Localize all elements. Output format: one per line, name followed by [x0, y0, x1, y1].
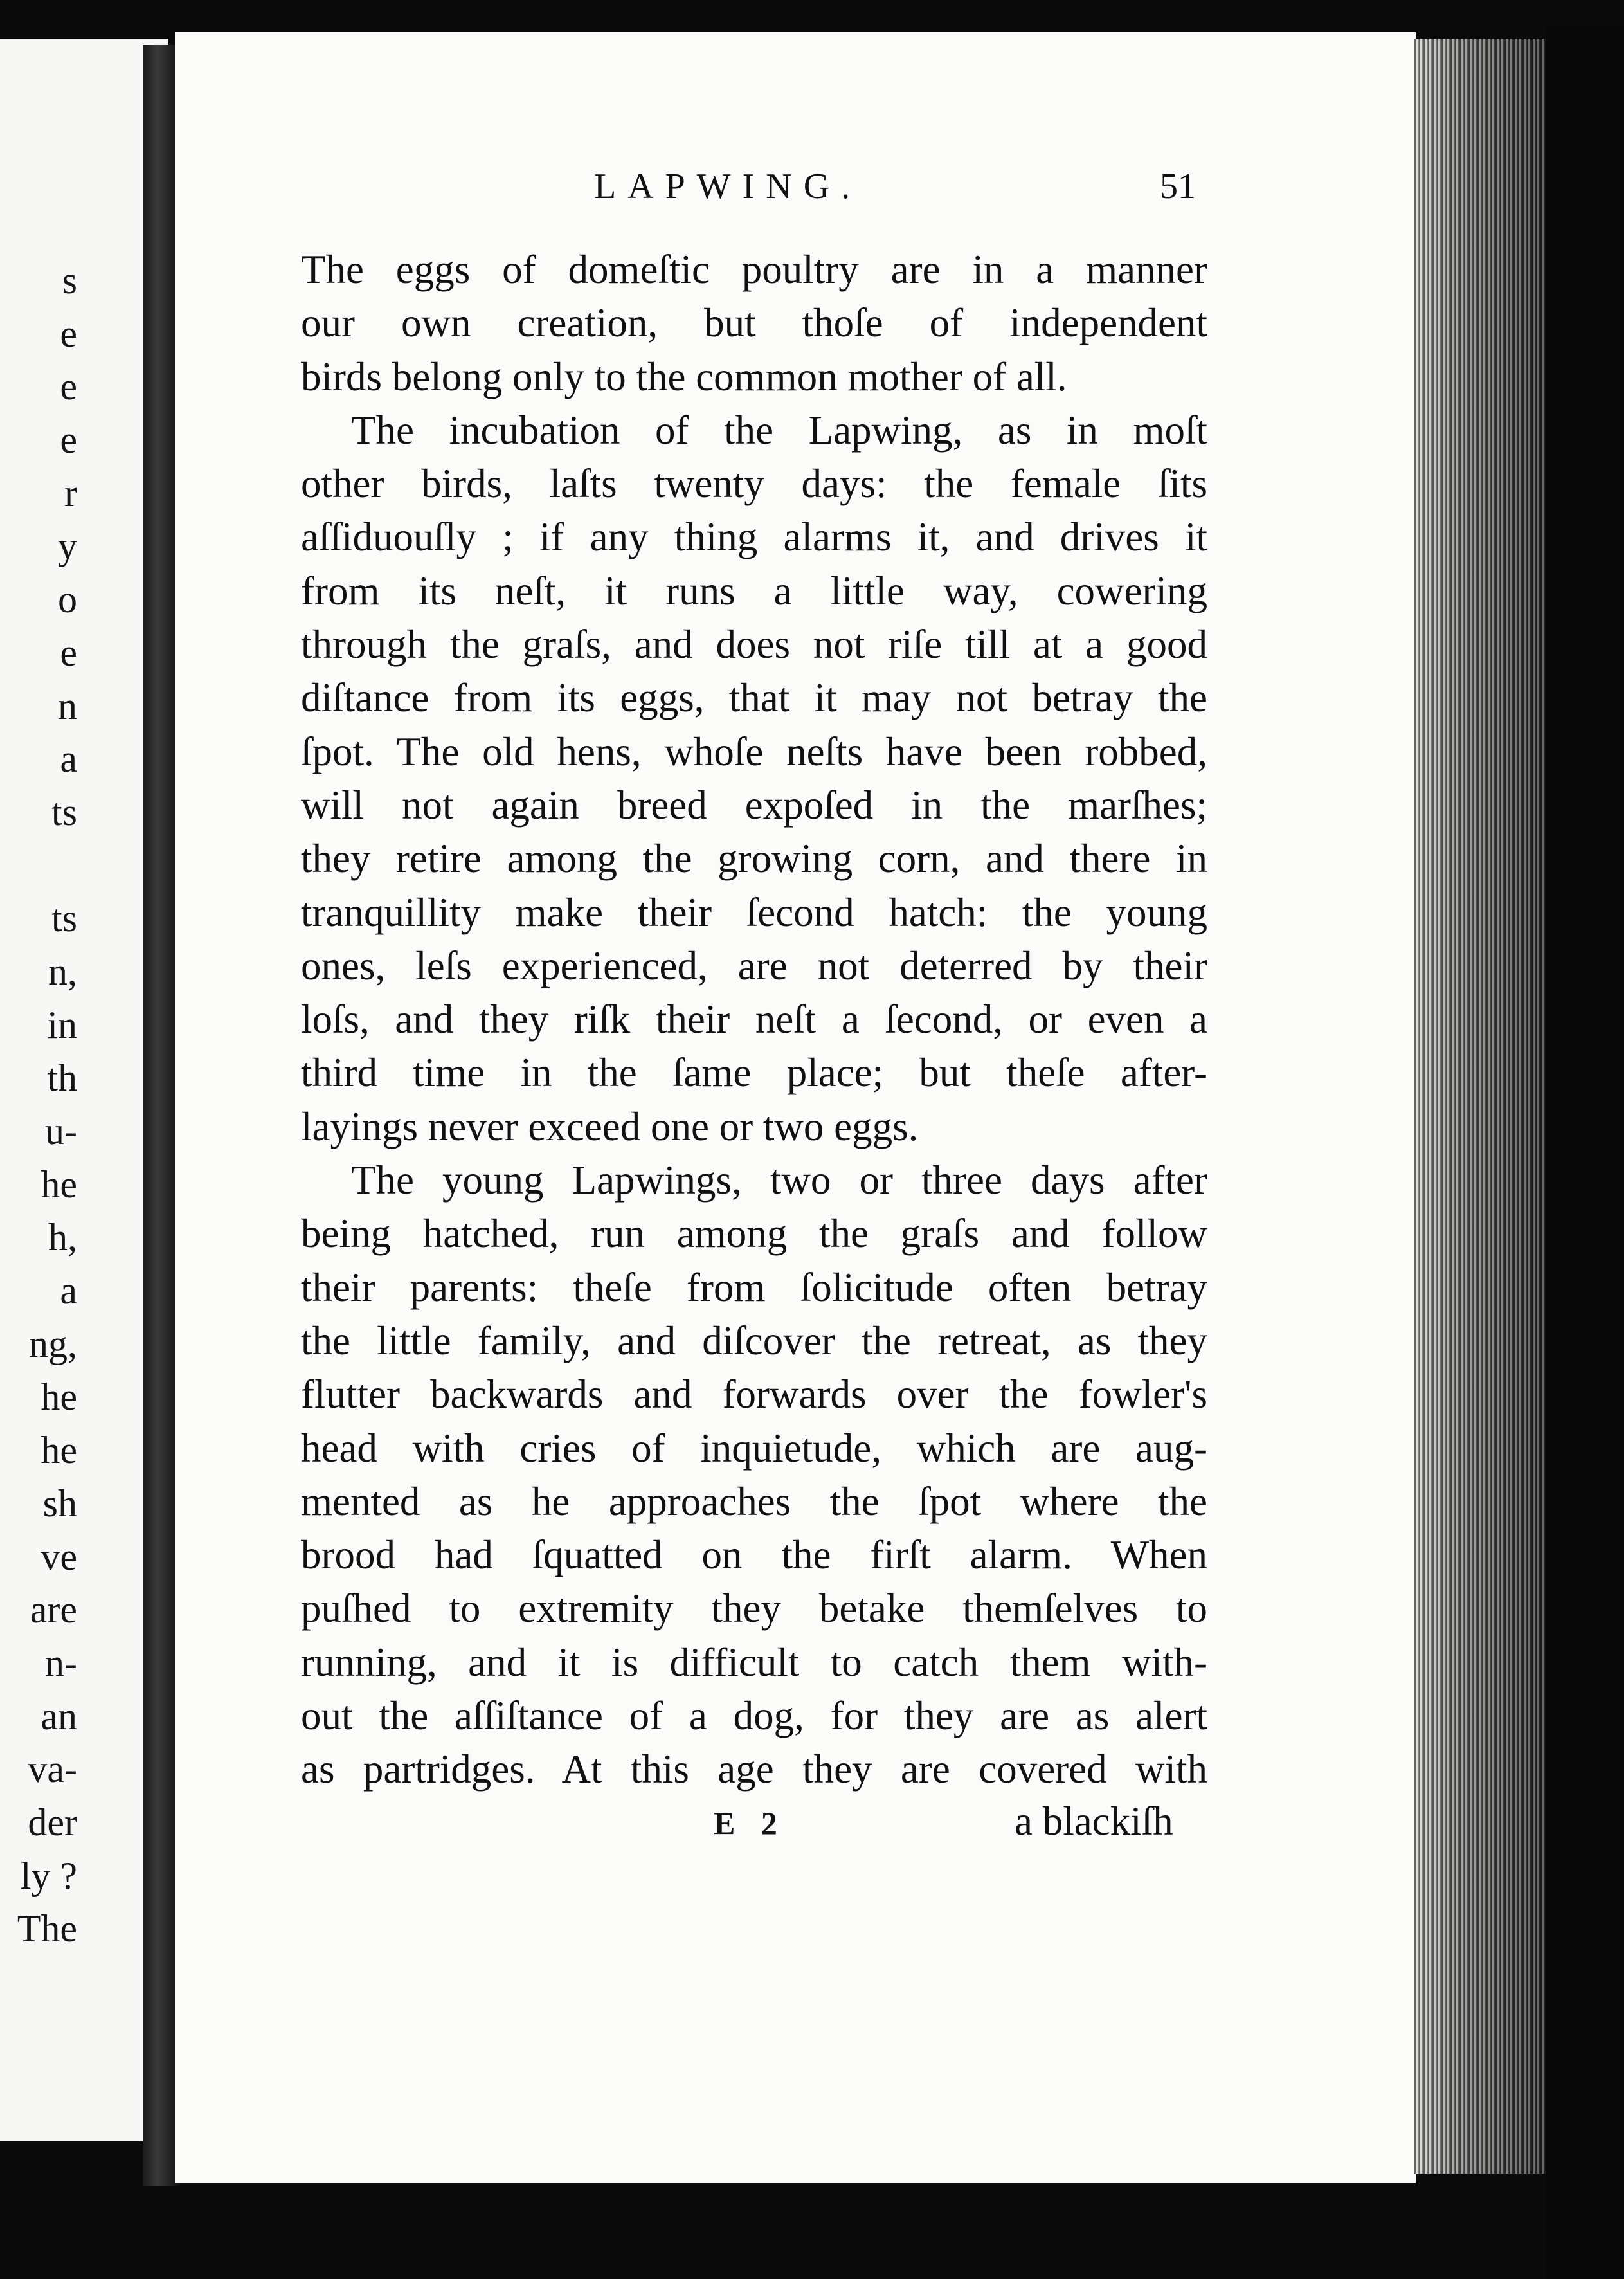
left-fragment: h,: [48, 1216, 77, 1259]
text-line: out the aſſiſtance of a dog, for they are as alert: [301, 1693, 1207, 1739]
text-line: birds belong only to the common mother of all.: [301, 354, 1067, 399]
left-fragment: e: [60, 312, 77, 355]
text-line: layings never exceed one or two eggs.: [301, 1103, 919, 1149]
text-line: they retire among the growing corn, and there in: [301, 836, 1207, 882]
left-fragment: ts: [51, 790, 77, 833]
left-fragment: o: [58, 578, 77, 621]
paragraph-start-line: The young Lapwings, two or three days after: [351, 1158, 1207, 1203]
paragraph-start-line: The incubation of the Lapwing, as in moſt: [351, 407, 1207, 453]
left-fragment: he: [41, 1163, 77, 1206]
left-page-line-fragments: [0, 254, 77, 1956]
signature-mark: E 2: [714, 1805, 786, 1841]
left-fragment: an: [41, 1694, 77, 1738]
left-fragment: are: [30, 1588, 77, 1631]
body-text: [301, 243, 1207, 1797]
left-fragment: a: [60, 738, 77, 781]
text-line: will not again breed expoſed in the marſhes;: [301, 782, 1207, 828]
left-fragment: ly ?: [20, 1854, 77, 1897]
left-fragment: he: [41, 1429, 77, 1472]
text-line: being hatched, run among the graſs and follow: [301, 1211, 1207, 1257]
left-fragment: r: [64, 471, 77, 514]
text-line: tranquillity make their ſecond hatch: the young: [301, 889, 1207, 935]
text-line: The eggs of domeſtic poultry are in a manner: [301, 247, 1207, 292]
text-line: the little family, and diſcover the retreat, as they: [301, 1318, 1207, 1363]
left-fragment: s: [62, 259, 77, 302]
text-line: running, and it is difficult to catch them with-: [301, 1639, 1207, 1685]
text-line: ſpot. The old hens, whoſe neſts have been robbed,: [301, 729, 1207, 774]
left-fragment: n,: [48, 950, 77, 993]
left-fragment: he: [41, 1376, 77, 1419]
text-line: from its neſt, it runs a little way, cowering: [301, 568, 1207, 613]
text-line: puſhed to extremity they betake themſelves to: [301, 1586, 1207, 1631]
left-fragment: y: [58, 525, 77, 568]
scan-background-edge: [1546, 26, 1624, 2279]
left-fragment: ve: [41, 1535, 77, 1578]
text-line: brood had ſquatted on the firſt alarm. When: [301, 1532, 1207, 1578]
left-fragment: e: [60, 631, 77, 674]
left-fragment: The: [17, 1907, 77, 1950]
text-line: ones, leſs experienced, are not deterred by their: [301, 943, 1207, 988]
left-fragment: sh: [42, 1482, 77, 1525]
text-line: our own creation, but thoſe of independent: [301, 300, 1207, 346]
left-fragment: va-: [28, 1748, 77, 1791]
left-fragment: der: [28, 1801, 77, 1844]
left-fragment: e: [60, 419, 77, 462]
text-line: their parents: theſe from ſolicitude often betray: [301, 1264, 1207, 1310]
text-line: aſſiduouſly ; if any thing alarms it, and drives it: [301, 514, 1207, 560]
text-line: loſs, and they riſk their neſt a ſecond, or even a: [301, 997, 1207, 1042]
text-line: through the graſs, and does not riſe till at a good: [301, 622, 1207, 667]
left-fragment: n: [58, 684, 77, 727]
left-fragment: n-: [45, 1641, 77, 1684]
left-fragment: a: [60, 1269, 77, 1312]
left-fragment: ng,: [29, 1322, 77, 1365]
running-head: [175, 166, 1416, 217]
page-number: 51: [1160, 167, 1196, 206]
left-fragment: e: [60, 365, 77, 408]
left-fragment: u-: [45, 1110, 77, 1152]
text-line: other birds, laſts twenty days: the female ſits: [301, 461, 1207, 507]
text-line: head with cries of inquietude, which are aug-: [301, 1425, 1207, 1471]
text-line: as partridges. At this age they are covered with: [301, 1747, 1207, 1792]
text-line: diſtance from its eggs, that it may not betray the: [301, 675, 1207, 721]
running-title: LAPWING.: [594, 167, 862, 206]
left-fragment: in: [47, 1003, 77, 1046]
left-fragment: th: [47, 1057, 77, 1100]
left-fragment: ts: [51, 897, 77, 940]
text-line: third time in the ſame place; but theſe after-: [301, 1050, 1207, 1096]
book-fore-edge: [1414, 39, 1553, 2174]
catchword: a blackiſh: [1015, 1799, 1173, 1844]
left-fragment: [0, 839, 77, 893]
text-line: mented as he approaches the ſpot where the: [301, 1478, 1207, 1524]
text-line: flutter backwards and forwards over the fowler's: [301, 1372, 1207, 1417]
